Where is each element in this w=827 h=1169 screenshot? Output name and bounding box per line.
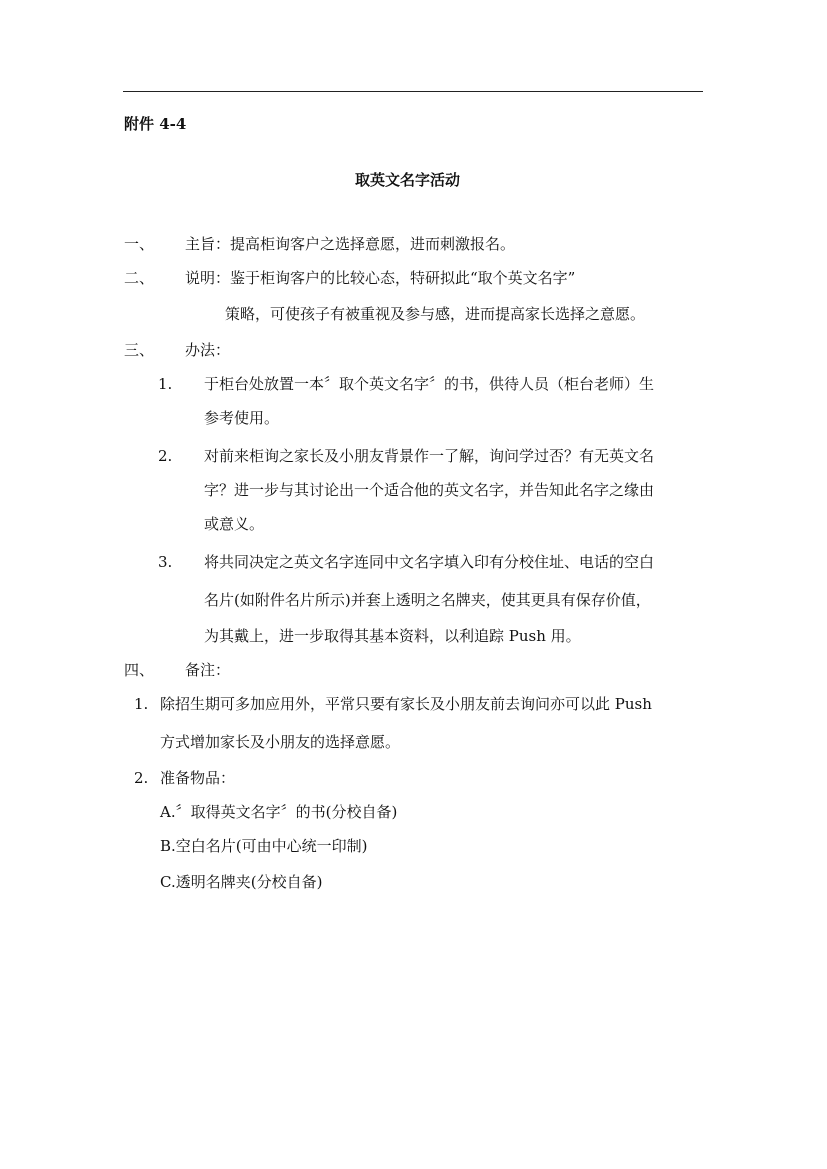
supply-item-b: B.空白名片(可由中心统一印制): [160, 837, 368, 855]
section-2-line-1: 说明：鉴于柜询客户的比较心态，特研拟此“取个英文名字”: [185, 269, 576, 287]
method-2-line-1: 对前来柜询之家长及小朋友背景作一了解，询问学过否？有无英文名: [204, 447, 655, 465]
header-rule: [123, 91, 703, 92]
note-2-line-1: 准备物品：: [160, 769, 236, 787]
supply-item-a: A.〞取得英文名字〞的书(分校自备): [160, 803, 398, 821]
method-2-number: 2.: [158, 447, 173, 465]
method-2-line-2: 字？进一步与其讨论出一个适合他的英文名字，并告知此名字之缘由: [204, 481, 655, 499]
attachment-label: 附件 4-4: [124, 115, 187, 133]
note-2-number: 2.: [134, 769, 149, 787]
note-1-line-1: 除招生期可多加应用外，平常只要有家长及小朋友前去询问亦可以此 Push: [160, 695, 652, 713]
section-2-number: 二、: [124, 269, 155, 287]
section-1-text: 主旨：提高柜询客户之选择意愿，进而刺激报名。: [185, 235, 516, 253]
method-3-line-1: 将共同决定之英文名字连同中文名字填入印有分校住址、电话的空白: [204, 553, 655, 571]
method-1-line-2: 参考使用。: [204, 409, 280, 427]
note-1-number: 1.: [134, 695, 149, 713]
method-3-line-3: 为其戴上，进一步取得其基本资料，以利追踪 Push 用。: [204, 627, 581, 645]
section-1-number: 一、: [124, 235, 155, 253]
method-1-line-1: 于柜台处放置一本〞取个英文名字〞的书，供待人员（柜台老师）生: [204, 375, 655, 393]
section-2-line-2: 策略，可使孩子有被重视及参与感，进而提高家长选择之意愿。: [225, 305, 646, 323]
method-3-line-2: 名片(如附件名片所示)并套上透明之名牌夹，使其更具有保存价值，: [204, 591, 651, 609]
method-3-number: 3.: [158, 553, 173, 571]
section-4-label: 备注：: [185, 661, 231, 679]
document-title: 取英文名字活动: [355, 171, 461, 189]
section-3-label: 办法：: [185, 341, 231, 359]
note-1-line-2: 方式增加家长及小朋友的选择意愿。: [160, 733, 401, 751]
supply-item-c: C.透明名牌夹(分校自备): [160, 873, 323, 891]
method-1-number: 1.: [158, 375, 173, 393]
section-3-number: 三、: [124, 341, 155, 359]
section-4-number: 四、: [124, 661, 155, 679]
method-2-line-3: 或意义。: [204, 515, 265, 533]
